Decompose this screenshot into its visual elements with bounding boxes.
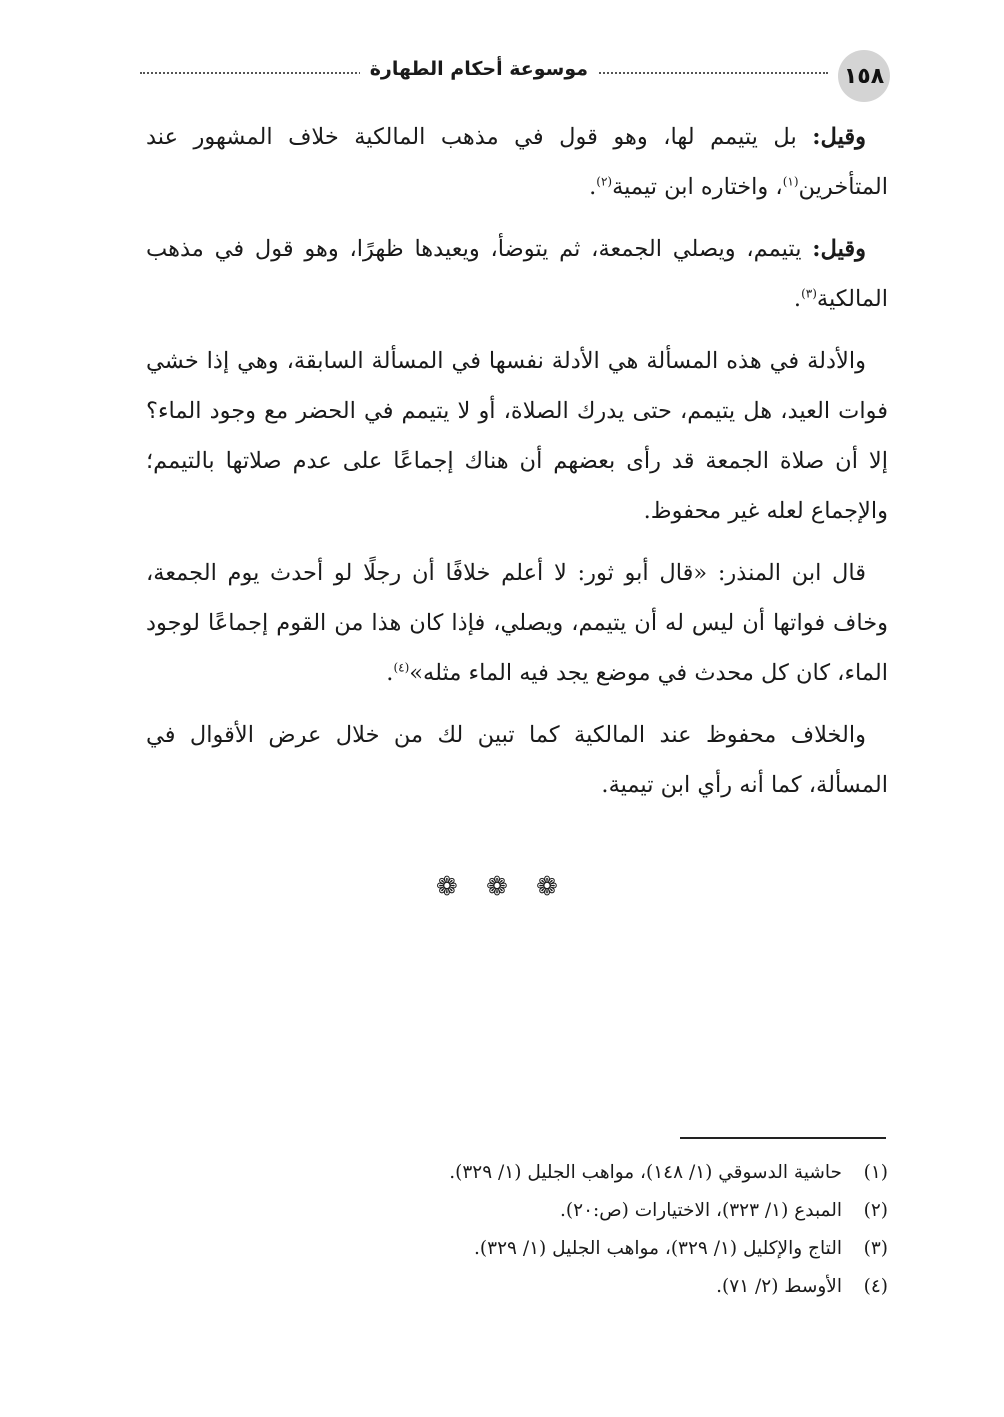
footnote-number: (٣) — [863, 1238, 888, 1259]
footnote-ref[interactable]: (٢) — [596, 174, 613, 189]
footnote-text: حاشية الدسوقي (١/ ١٤٨)، مواهب الجليل (١/ ٣٢٩). — [449, 1162, 842, 1183]
footnote — [146, 1192, 888, 1230]
paragraph-text: . — [386, 660, 394, 686]
paragraph-text: . — [793, 286, 802, 312]
footnote-ref[interactable]: (٣) — [801, 286, 817, 301]
footnote-ref[interactable]: (٤) — [393, 660, 410, 675]
footnote — [146, 1268, 888, 1306]
footnote-text: الأوسط (٢/ ٧١). — [716, 1276, 842, 1297]
footnote-ref[interactable]: (١) — [782, 174, 799, 189]
body-text — [146, 112, 888, 822]
paragraph-text: بل يتيمم لها، وهو قول في مذهب المالكية خلاف المشهور عند المتأخرين — [146, 124, 888, 200]
paragraph-lead: وقيل: — [812, 124, 866, 150]
footnote — [146, 1230, 888, 1268]
footnote-number: (٤) — [863, 1276, 888, 1297]
book-title: موسوعة أحكام الطهارة — [360, 58, 598, 80]
paragraph-text: قال ابن المنذر: «قال أبو ثور: لا أعلم خلافًا أن رجلًا لو أحدث يوم الجمعة، وخاف فواتها أن ليس له أن يتيمم، ويصلي، فإذا كان هذا من القوم إجماعًا لوجود الماء، كان كل محدث في موضع يجد فيه الماء مثله» — [146, 560, 888, 686]
page-number-badge — [838, 50, 890, 102]
section-separator-flowers: ❁ ❁ ❁ — [436, 872, 568, 902]
paragraph — [146, 336, 888, 536]
paragraph — [146, 112, 888, 212]
paragraph — [146, 710, 888, 810]
paragraph-lead: وقيل: — [812, 236, 866, 262]
footnote-divider — [680, 1137, 886, 1139]
paragraph — [146, 224, 888, 324]
paragraph-text: يتيمم، ويصلي الجمعة، ثم يتوضأ، ويعيدها ظهرًا، وهو قول في مذهب المالكية — [146, 236, 888, 312]
footnote-text: المبدع (١/ ٣٢٣)، الاختيارات (ص:٢٠). — [560, 1200, 842, 1221]
paragraph-text: والخلاف محفوظ عند المالكية كما تبين لك من خلال عرض الأقوال في المسألة، كما أنه رأي ابن تيمية. — [146, 722, 888, 798]
paragraph-text: ، واختاره ابن تيمية — [612, 174, 783, 200]
footnote-text: التاج والإكليل (١/ ٣٢٩)، مواهب الجليل (١/ ٣٢٩). — [474, 1238, 842, 1259]
paragraph-text: والأدلة في هذه المسألة هي الأدلة نفسها في المسألة السابقة، وهي إذا خشي فوات العيد، هل يتيمم، حتى يدرك الصلاة، أو لا يتيمم في الحضر مع وجود الماء؟ إلا أن صلاة الجمعة قد رأى بعضهم أن هناك إجماعًا على عدم صلاتها بالتيمم؛ والإجماع لعله غير محفوظ. — [146, 348, 888, 524]
page-header — [140, 44, 890, 100]
paragraph — [146, 548, 888, 698]
footnote — [146, 1154, 888, 1192]
footnotes — [146, 1154, 888, 1306]
footnote-number: (٢) — [863, 1200, 888, 1221]
page-number: ١٥٨ — [843, 63, 885, 89]
footnote-number: (١) — [863, 1162, 888, 1183]
paragraph-text: . — [589, 174, 597, 200]
